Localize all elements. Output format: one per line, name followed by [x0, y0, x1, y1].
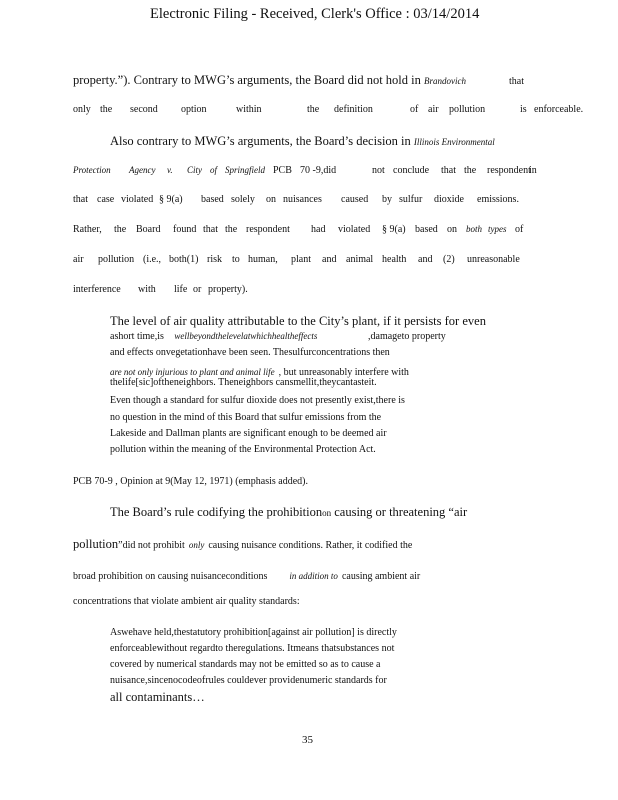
emphasis-word: only	[188, 540, 205, 550]
word: option	[181, 104, 207, 115]
para3-line1	[110, 505, 467, 520]
para3-line4: concentrations that violate ambient air quality standards:	[73, 596, 300, 607]
quote1-line1: The level of air quality attributable to the City’s plant, if it persists for even	[110, 314, 486, 328]
quote1-line2	[110, 331, 317, 342]
word: the	[225, 224, 238, 235]
word: of	[410, 104, 419, 115]
word: enforceable.	[534, 104, 584, 115]
para2-line5	[73, 254, 543, 268]
word: risk	[207, 254, 222, 265]
para3-line3	[73, 566, 420, 584]
word: not	[372, 165, 385, 176]
word: and	[418, 254, 433, 265]
word: the	[100, 104, 113, 115]
para3-text: causing ambient air	[341, 571, 421, 582]
word: on	[266, 194, 276, 205]
case-word: Springfield	[225, 165, 265, 175]
word: 70 -9,did	[300, 165, 337, 176]
para1-line1-end: that	[509, 76, 524, 87]
word: dioxide	[434, 194, 464, 205]
word: of	[515, 224, 524, 235]
quote1-text: , but unreasonably interfere with	[278, 367, 409, 378]
word: based	[201, 194, 224, 205]
word: PCB	[273, 165, 292, 176]
case-word: Protection	[73, 165, 111, 175]
emphasis-text: are not only injurious to plant and animal life	[110, 367, 275, 377]
word: second	[130, 104, 158, 115]
word: respondent	[487, 165, 531, 176]
quote1-line2-end: ,damageto property	[368, 331, 446, 342]
filing-header: Electronic Filing - Received, Clerk's Office : 03/14/2014	[150, 6, 480, 22]
word: interference	[73, 284, 121, 295]
quote1-line8: Lakeside and Dallman plants are significant enough to be deemed air	[110, 428, 387, 439]
word: that	[441, 165, 456, 176]
para1-line1-text: property.”). Contrary to MWG’s arguments, the Board did not hold in	[73, 73, 421, 87]
word: the	[114, 224, 127, 235]
quote1-text: ashort time,is	[110, 331, 164, 342]
quote2-line4: nuisance,sincenocodeofrules couldever providenumeric standards for	[110, 675, 387, 686]
case-word: of	[210, 165, 218, 175]
emphasis-word: types	[488, 224, 507, 234]
word: air	[428, 104, 439, 115]
para2-line2	[73, 165, 543, 179]
para2-line6	[73, 284, 543, 298]
word: definition	[334, 104, 373, 115]
quote1-line5: thelife[sic]oftheneighbors. Theneighbors cansmellit,theycantasteit.	[110, 377, 377, 388]
word: and	[322, 254, 337, 265]
word: solely	[231, 194, 255, 205]
word: or	[193, 284, 202, 295]
word: pollution	[98, 254, 135, 265]
word: based	[415, 224, 438, 235]
word: animal	[346, 254, 374, 265]
word: that	[203, 224, 218, 235]
word: within	[236, 104, 262, 115]
emphasis-text: in addition to	[289, 571, 338, 581]
word: caused	[341, 194, 369, 205]
word: had	[311, 224, 326, 235]
word: only	[73, 104, 91, 115]
word: plant	[291, 254, 311, 265]
para3-small-text: on	[322, 508, 332, 518]
quote1-line6: Even though a standard for sulfur dioxide does not presently exist,there is	[110, 395, 405, 406]
case-word: Agency	[129, 165, 156, 175]
word: found	[173, 224, 197, 235]
word: nuisances	[283, 194, 322, 205]
word: violated	[338, 224, 371, 235]
word: is	[520, 104, 527, 115]
para3-text: ”did not prohibit	[118, 540, 185, 551]
para3-text: broad prohibition on causing nuisanceconditions	[73, 571, 268, 582]
word: property).	[208, 284, 248, 295]
para1-line2	[73, 104, 584, 118]
para3-text: causing or threatening “air	[334, 505, 468, 519]
word: Board	[136, 224, 161, 235]
word: (i.e.,	[143, 254, 162, 265]
quote2-line3: covered by numerical standards may not be emitted so as to cause a	[110, 659, 381, 670]
word: both(1)	[169, 254, 199, 265]
word: violated	[121, 194, 154, 205]
citation: PCB 70-9 , Opinion at 9(May 12, 1971) (emphasis added).	[73, 476, 308, 487]
word: unreasonable	[467, 254, 520, 265]
quote2-line1: Aswehave held,thestatutory prohibition[against air pollution] is directly	[110, 627, 397, 638]
para2-line3	[73, 194, 543, 208]
para3-text: causing nuisance conditions. Rather, it codified the	[208, 540, 413, 551]
word: the	[307, 104, 320, 115]
para3-text: pollution	[73, 537, 119, 551]
word: § 9(a)	[382, 224, 406, 235]
word: health	[382, 254, 407, 265]
para3-text: The Board’s rule codifying the prohibition	[110, 505, 323, 519]
word: the	[464, 165, 477, 176]
emphasis-word: both	[466, 224, 483, 234]
word: sulfur	[399, 194, 423, 205]
word: Rather,	[73, 224, 102, 235]
word: pollution	[449, 104, 486, 115]
quote1-line9: pollution within the meaning of the Environmental Protection Act.	[110, 444, 376, 455]
word: on	[447, 224, 457, 235]
emphasis-text: wellbeyondthelevelatwhichhealtheffects	[174, 331, 318, 341]
word: to	[232, 254, 240, 265]
quote1-line3: and effects onvegetationhave been seen. Thesulfurconcentrations then	[110, 347, 390, 358]
para3-line2	[73, 535, 412, 553]
word: respondent	[246, 224, 290, 235]
case-word: v.	[167, 165, 173, 175]
word: that	[73, 194, 88, 205]
word: with	[138, 284, 156, 295]
word: air	[73, 254, 84, 265]
para2-line1	[110, 134, 495, 149]
case-word: City	[187, 165, 202, 175]
word: conclude	[393, 165, 430, 176]
word: by	[382, 194, 392, 205]
word: case	[97, 194, 115, 205]
case-name-part: Illinois Environmental	[413, 137, 495, 147]
para2-line1-text: Also contrary to MWG’s arguments, the Board’s decision in	[110, 134, 411, 148]
quote1-line7: no question in the mind of this Board that sulfur emissions from the	[110, 412, 382, 423]
case-name-brandovich: Brandovich	[423, 76, 466, 86]
page-number: 35	[302, 734, 313, 746]
word: life	[174, 284, 188, 295]
para1-line1	[73, 73, 466, 88]
quote2-line2: enforceablewithout regardto theregulations. Itmeans thatsubstances not	[110, 643, 395, 654]
word: (2)	[443, 254, 455, 265]
word: in	[529, 165, 537, 176]
quote2-line5: all contaminants…	[110, 690, 205, 704]
word: § 9(a)	[159, 194, 183, 205]
para2-line4	[73, 224, 543, 238]
word: human,	[248, 254, 278, 265]
word: emissions.	[477, 194, 519, 205]
